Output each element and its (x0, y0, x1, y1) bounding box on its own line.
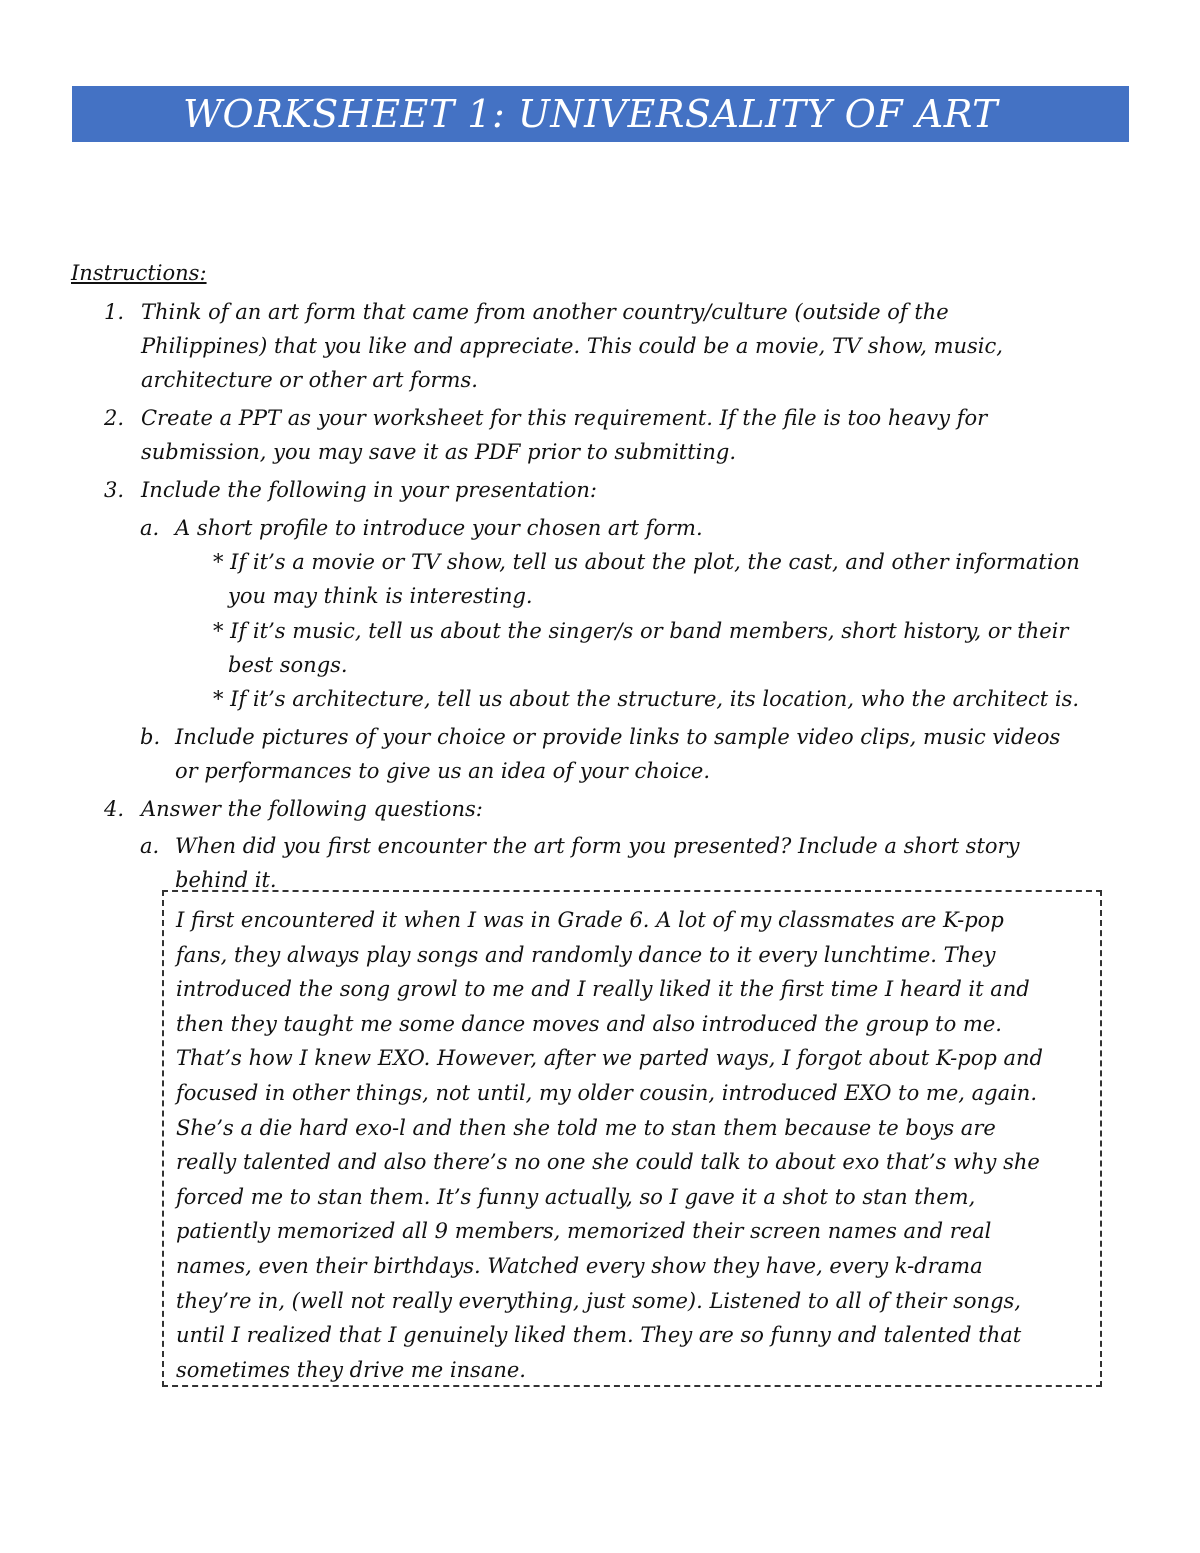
item-line: Think of an art form that came from another country/culture (outside of the (141, 300, 949, 324)
answer-line: sometimes they drive me insane. (176, 1357, 526, 1382)
subitem-line: or performances to give us an idea of your choice. (175, 759, 711, 783)
answer-line: then they taught me some dance moves and also introduced the group to me. (176, 1011, 1002, 1036)
answer-line: That’s how I knew EXO. However, after we parted ways, I forgot about K-pop and (176, 1046, 1043, 1071)
item-number: 4. (104, 797, 125, 821)
answer-line: patiently memorized all 9 members, memorized their screen names and real (176, 1219, 992, 1244)
answer-line: introduced the song growl to me and I really liked it the first time I heard it and (176, 977, 1030, 1002)
answer-line: until I realized that I genuinely liked them. They are so funny and talented that (176, 1323, 1022, 1348)
subitem-letter: a. (140, 516, 160, 540)
item-line: submission, you may save it as PDF prior to submitting. (141, 440, 737, 464)
answer-line: focused in other things, not until, my older cousin, introduced EXO to me, again. (176, 1081, 1037, 1105)
item-line: Answer the following questions: (141, 797, 483, 821)
instructions-label: Instructions: (71, 261, 207, 285)
item-line: architecture or other art forms. (141, 368, 478, 392)
title-banner (72, 86, 1129, 142)
page-title: WORKSHEET 1: UNIVERSALITY OF ART (183, 92, 998, 136)
note-line: best songs. (228, 653, 348, 677)
answer-line: forced me to stan them. It’s funny actually, so I gave it a shot to stan them, (176, 1184, 976, 1209)
subitem-letter: b. (140, 725, 161, 749)
note-line: * If it’s a movie or TV show, tell us about the plot, the cast, and other information (213, 550, 1080, 574)
note-line: * If it’s music, tell us about the singer/s or band members, short history, or their (213, 619, 1069, 643)
note-line: * If it’s architecture, tell us about the structure, its location, who the architect is. (213, 687, 1080, 711)
item-number: 2. (104, 406, 125, 430)
item-line: Include the following in your presentation: (141, 478, 597, 502)
item-line: Create a PPT as your worksheet for this requirement. If the file is too heavy for (141, 406, 988, 430)
answer-line: they’re in, (well not really everything, just some). Listened to all of their songs, (176, 1288, 1021, 1313)
subitem-line: When did you first encounter the art form you presented? Include a short story (175, 834, 1020, 858)
subitem-line: behind it. (175, 868, 277, 892)
answer-line: really talented and also there’s no one she could talk to about exo that’s why she (176, 1150, 1040, 1175)
subitem-letter: a. (140, 834, 160, 858)
item-line: Philippines) that you like and appreciate. This could be a movie, TV show, music, (141, 334, 1003, 358)
subitem-line: A short profile to introduce your chosen art form. (175, 516, 703, 540)
item-number: 1. (104, 300, 125, 324)
answer-line: names, even their birthdays. Watched every show they have, every k-drama (176, 1254, 983, 1278)
answer-line: She’s a die hard exo-l and then she told me to stan them because te boys are (176, 1115, 996, 1140)
answer-line: fans, they always play songs and randomly dance to it every lunchtime. They (176, 942, 996, 967)
subitem-line: Include pictures of your choice or provide links to sample video clips, music videos (175, 725, 1061, 749)
answer-line: I first encountered it when I was in Grade 6. A lot of my classmates are K-pop (176, 908, 1004, 932)
note-line: you may think is interesting. (228, 584, 533, 608)
item-number: 3. (104, 478, 125, 502)
